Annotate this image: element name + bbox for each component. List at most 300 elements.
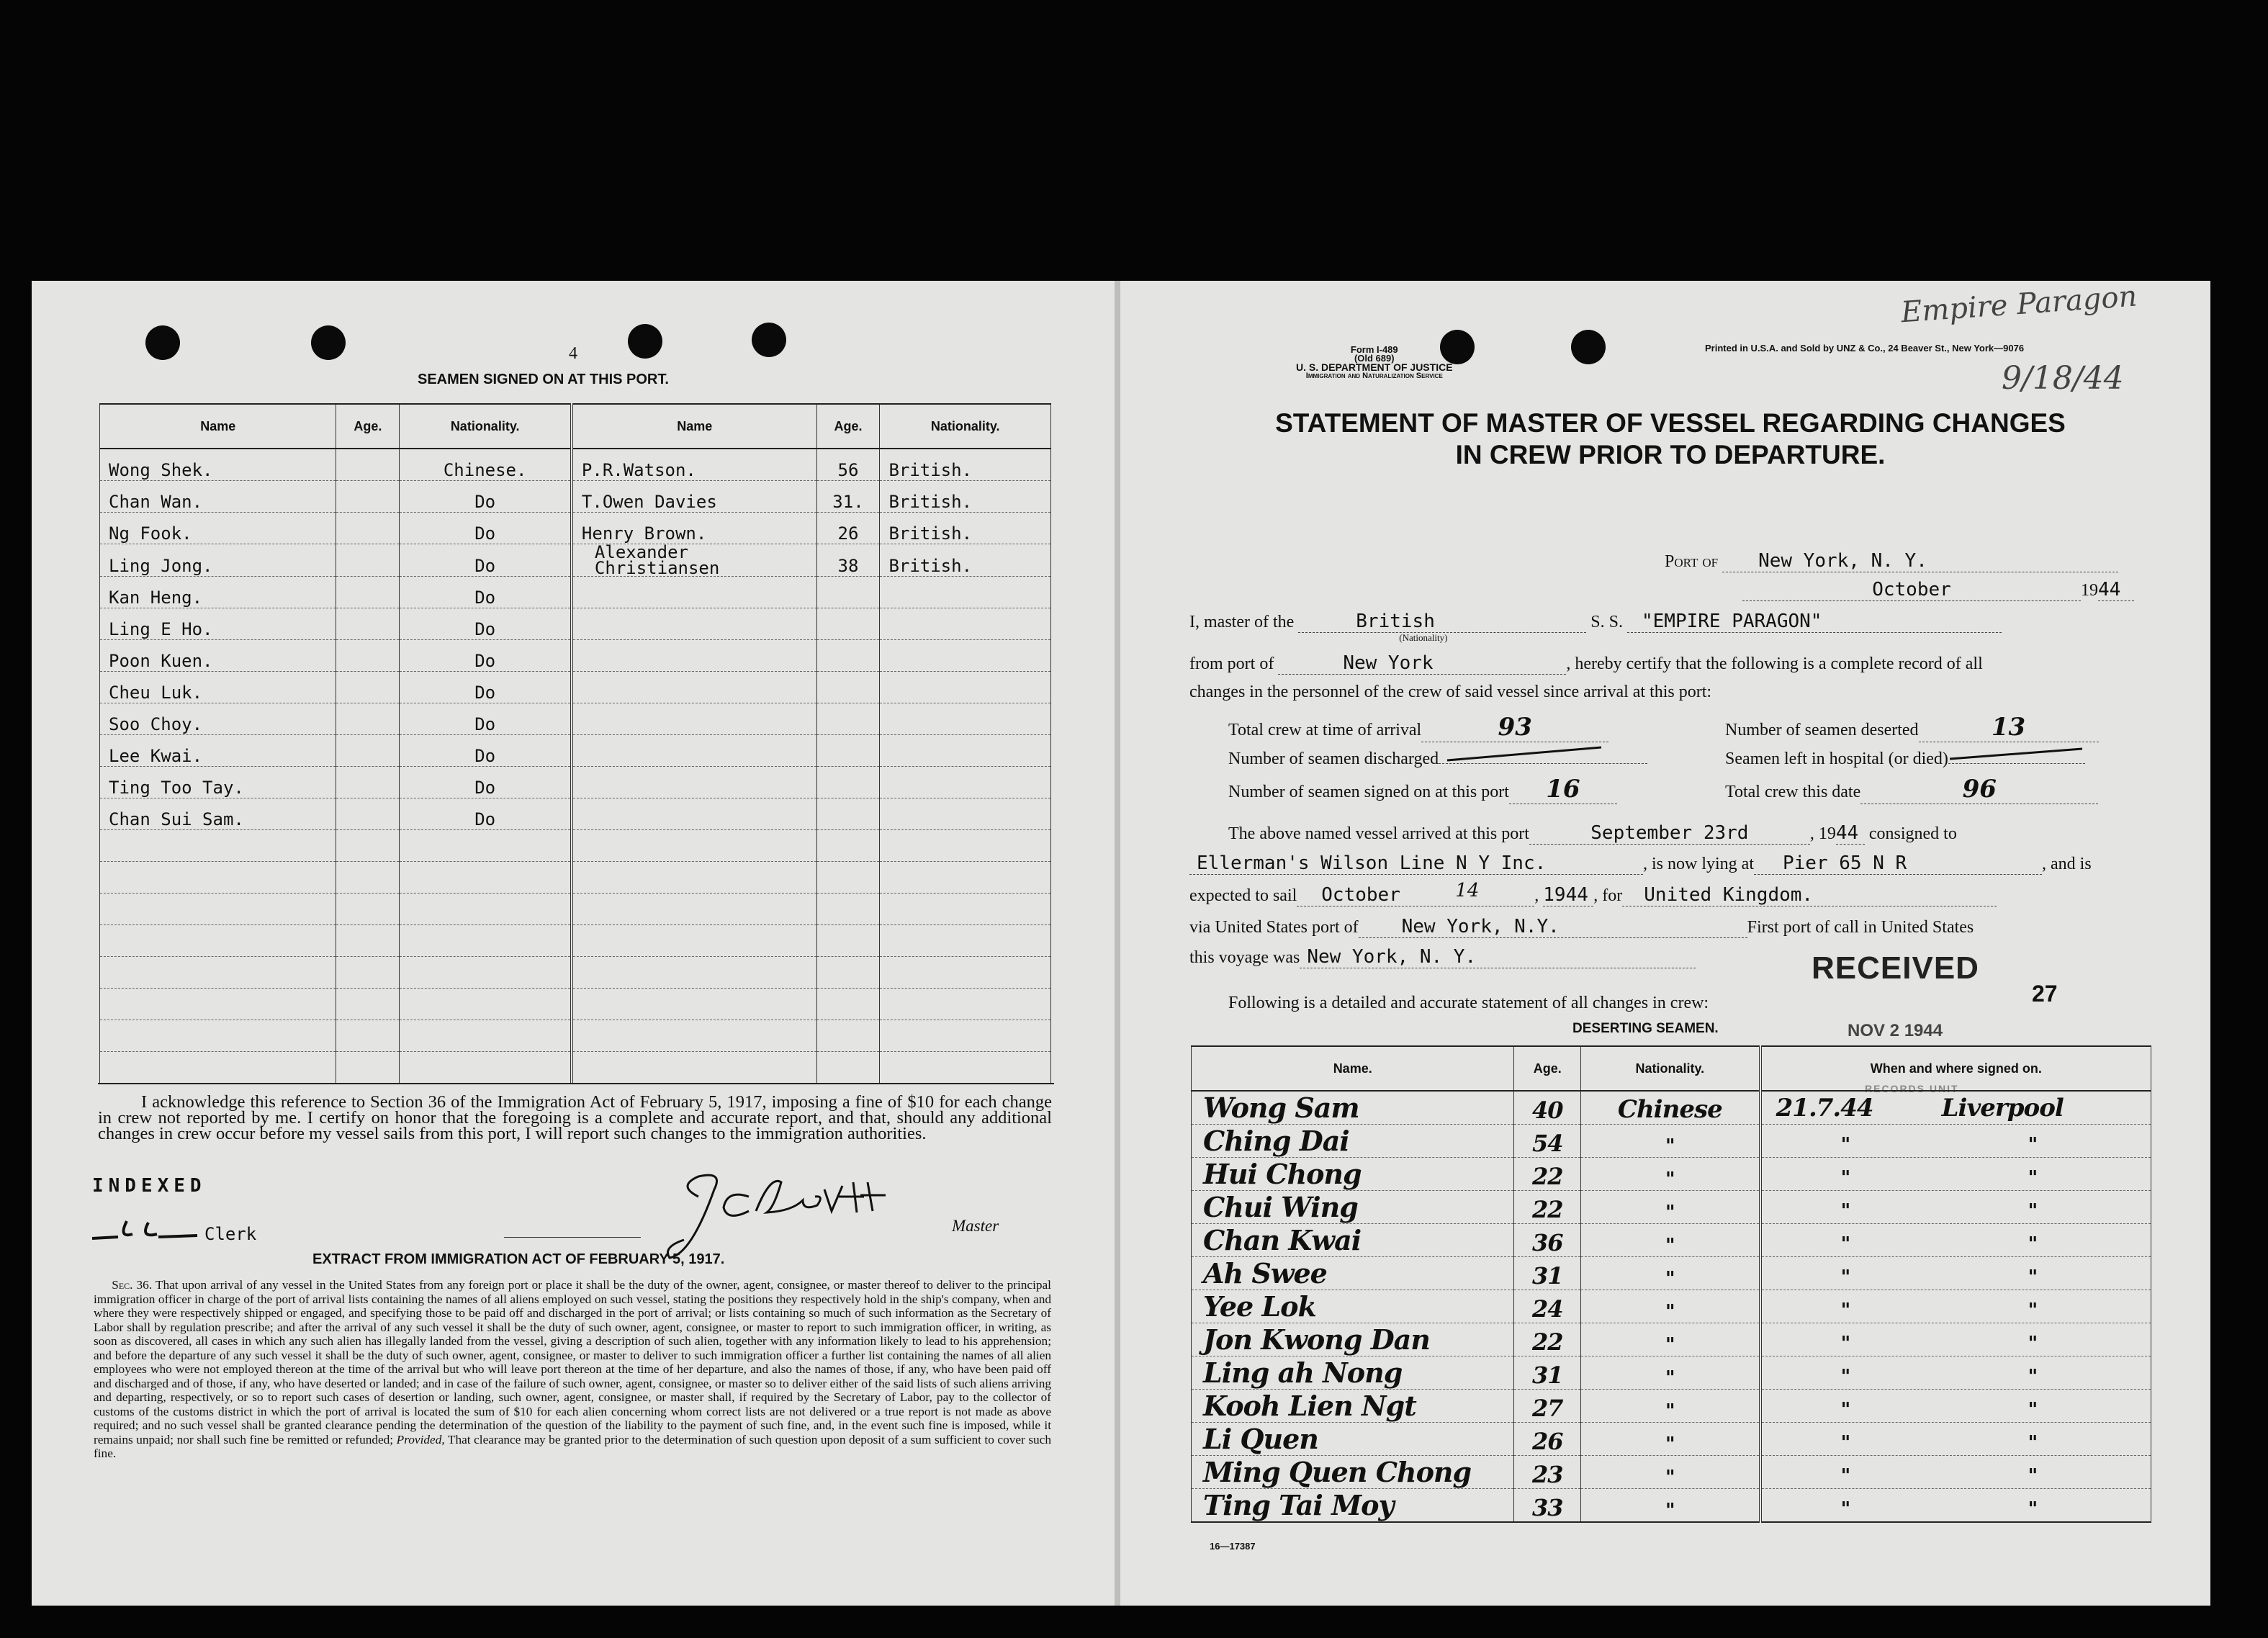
- left-page-title: SEAMEN SIGNED ON AT THIS PORT.: [418, 372, 669, 387]
- rule: [98, 1083, 1054, 1084]
- table-row: [100, 989, 1051, 1020]
- left-age-cell: [336, 640, 400, 672]
- punch-hole: [752, 323, 786, 357]
- left-age-cell: [336, 449, 400, 481]
- table-row: [1192, 1456, 2151, 1489]
- left-name-cell: [100, 862, 336, 894]
- left-nationality-cell: [400, 989, 572, 1020]
- from-port-line: [1189, 652, 1983, 675]
- first-port-label: First port of call in United States: [1747, 918, 1974, 937]
- table-row: [100, 894, 1051, 925]
- left-age-cell: [336, 925, 400, 957]
- left-nationality-cell: British.: [880, 544, 1051, 577]
- total-date-label: Total crew this date: [1725, 783, 1861, 801]
- col-age: Age.: [336, 404, 400, 449]
- left-name-cell: Wong Shek.: [100, 449, 336, 481]
- deserter-nationality: ": [1581, 1191, 1760, 1224]
- date-line: [1742, 579, 2134, 601]
- signed-place: ": [2028, 1266, 2038, 1288]
- left-name-cell: [100, 925, 336, 957]
- left-name-cell: Ting Too Tay.: [100, 767, 336, 798]
- deserter-nationality: ": [1581, 1323, 1760, 1356]
- corner-note-date: 9/18/44: [2002, 360, 2124, 397]
- extract-text: [94, 1278, 1051, 1461]
- left-name-cell: [572, 1052, 816, 1084]
- via-label: via United States port of: [1189, 918, 1359, 937]
- left-name-cell: [572, 894, 816, 925]
- table-row: [1192, 1191, 2151, 1224]
- signed-date: ": [1840, 1399, 1850, 1421]
- received-date: NOV 2 1944: [1848, 1021, 1943, 1040]
- table-row: [1192, 1125, 2151, 1158]
- table-row: [100, 830, 1051, 862]
- col-name: Name.: [1192, 1046, 1514, 1091]
- punch-hole: [311, 325, 346, 360]
- left-age-cell: [336, 544, 400, 577]
- consignee-value: Ellerman's Wilson Line N Y Inc.: [1189, 852, 1643, 875]
- signed-place: ": [2028, 1366, 2038, 1387]
- left-nationality-cell: British.: [880, 449, 1051, 481]
- left-age-cell: [816, 672, 880, 703]
- left-nationality-cell: [880, 894, 1051, 925]
- left-nationality-cell: [880, 862, 1051, 894]
- page-number: 4: [569, 344, 577, 363]
- deserter-name: Ah Swee: [1192, 1257, 1514, 1290]
- port-value: New York, N. Y.: [1722, 550, 2118, 572]
- left-nationality-cell: Do: [400, 798, 572, 830]
- deserter-name: Li Quen: [1192, 1423, 1514, 1456]
- deserter-nationality: ": [1581, 1158, 1760, 1191]
- hospital-line: [1725, 744, 2085, 769]
- deserted-value: 13: [1919, 713, 2099, 742]
- sail-line: expected to sail October 14 , 1944 , for United Kingdom.: [1189, 884, 1997, 906]
- left-name-cell: [572, 672, 816, 703]
- left-name-cell: P.R.Watson.: [572, 449, 816, 481]
- certify-text: , hereby certify that the following is a complete record of all: [1566, 654, 1983, 673]
- master-label: Master: [952, 1217, 999, 1235]
- left-age-cell: [816, 735, 880, 767]
- deserter-age: 40: [1514, 1091, 1581, 1125]
- signed-date: ": [1840, 1366, 1850, 1387]
- col-signed: When and where signed on.: [1760, 1046, 2151, 1091]
- deserter-age: 22: [1514, 1158, 1581, 1191]
- table-row: [100, 577, 1051, 608]
- left-nationality-cell: [880, 830, 1051, 862]
- master-line: [1189, 611, 2002, 643]
- left-age-cell: [336, 1020, 400, 1052]
- left-name-cell: [100, 1020, 336, 1052]
- clerk-signature: [89, 1217, 200, 1244]
- signed-place: ": [2028, 1233, 2038, 1255]
- department: U. S. DEPARTMENT OF JUSTICE: [1296, 361, 1453, 373]
- and-is-label: , and is: [2042, 855, 2092, 873]
- signed-place: ": [2028, 1134, 2038, 1156]
- rule: [504, 1237, 641, 1238]
- total-arrival-value: 93: [1421, 713, 1608, 742]
- corner-note-vessel: Empire Paragon: [1899, 279, 2138, 330]
- table-row: [1192, 1257, 2151, 1290]
- left-name-cell: [572, 957, 816, 989]
- deserter-signed-on: [1760, 1191, 2151, 1224]
- left-age-cell: [816, 577, 880, 608]
- left-name-cell: [572, 989, 816, 1020]
- records-unit-stamp: RECORDS UNIT: [1865, 1083, 1959, 1094]
- table-row: [1192, 1356, 2151, 1390]
- deserter-name: Chan Kwai: [1192, 1224, 1514, 1257]
- left-name-cell: [572, 767, 816, 798]
- left-name-cell: Ling Jong.: [100, 544, 336, 577]
- signed-place: ": [2028, 1465, 2038, 1487]
- left-age-cell: [336, 703, 400, 735]
- left-age-cell: [336, 798, 400, 830]
- table-row: [1192, 1390, 2151, 1423]
- table-row: [100, 925, 1051, 957]
- left-age-cell: [336, 957, 400, 989]
- table-row: [100, 544, 1051, 577]
- extract-title: EXTRACT FROM IMMIGRATION ACT OF FEBRUARY 5, 1917.: [312, 1251, 725, 1267]
- left-name-cell: [572, 608, 816, 640]
- left-nationality-cell: Do: [400, 577, 572, 608]
- deserter-age: 31: [1514, 1257, 1581, 1290]
- col-nationality: Nationality.: [880, 404, 1051, 449]
- nationality-value: [1298, 611, 1586, 643]
- extract-tail: That clearance may be granted prior to the determination of such question upon deposit of a sum sufficient to cover such fine.: [94, 1432, 1051, 1460]
- left-name-cell: [572, 1020, 816, 1052]
- received-number: 27: [2032, 981, 2058, 1007]
- table-row: [1192, 1489, 2151, 1523]
- form-title: [1188, 408, 2153, 471]
- deserter-nationality: ": [1581, 1390, 1760, 1423]
- left-name-cell: [100, 957, 336, 989]
- deserter-name: Yee Lok: [1192, 1290, 1514, 1323]
- left-name-cell: [572, 798, 816, 830]
- deserter-signed-on: [1760, 1423, 2151, 1456]
- table-row: [1192, 1423, 2151, 1456]
- port-label: Port of: [1665, 552, 1719, 571]
- left-name-cell: Alexander Christiansen: [572, 544, 816, 577]
- month-value: October: [1742, 579, 2081, 601]
- master-of-label: I, master of the: [1189, 613, 1295, 631]
- printer-note: Printed in U.S.A. and Sold by UNZ & Co., 24 Beaver St., New York—9076: [1705, 343, 2025, 354]
- left-age-cell: [816, 830, 880, 862]
- discharged-value: [1439, 744, 1647, 764]
- table-row: [100, 608, 1051, 640]
- signed-date: ": [1840, 1167, 1850, 1189]
- left-age-cell: [816, 767, 880, 798]
- left-nationality-cell: Do: [400, 703, 572, 735]
- title-line-1: STATEMENT OF MASTER OF VESSEL REGARDING CHANGES: [1275, 408, 2066, 438]
- signed-on-table: [99, 403, 1051, 1084]
- table-row: [100, 640, 1051, 672]
- changes-line: changes in the personnel of the crew of said vessel since arrival at this port:: [1189, 683, 1712, 701]
- consigned-label: consigned to: [1868, 824, 1957, 843]
- table-row: [100, 798, 1051, 830]
- left-age-cell: [336, 989, 400, 1020]
- punch-hole: [628, 324, 662, 359]
- deserter-age: 24: [1514, 1290, 1581, 1323]
- signed-date: 21.7.44: [1776, 1094, 1873, 1122]
- left-name-cell: Lee Kwai.: [100, 735, 336, 767]
- left-nationality-cell: British.: [880, 481, 1051, 513]
- year-value: 44: [2098, 579, 2134, 601]
- deserter-name: Chui Wing: [1192, 1191, 1514, 1224]
- left-age-cell: 56: [816, 449, 880, 481]
- left-name-cell: Poon Kuen.: [100, 640, 336, 672]
- left-name-cell: [572, 735, 816, 767]
- deserting-table: [1191, 1045, 2151, 1523]
- left-name-cell: Kan Heng.: [100, 577, 336, 608]
- left-nationality-cell: Do: [400, 481, 572, 513]
- deserter-signed-on: [1760, 1224, 2151, 1257]
- deserter-signed-on: [1760, 1091, 2151, 1125]
- signed-place: ": [2028, 1300, 2038, 1321]
- first-port-value: New York, N. Y.: [1300, 946, 1696, 968]
- deserter-name: Ching Dai: [1192, 1125, 1514, 1158]
- via-line: [1189, 916, 1974, 938]
- extract-lead: Sec. 36.: [112, 1278, 153, 1292]
- left-age-cell: [336, 862, 400, 894]
- arrived-year: 44: [1836, 822, 1865, 845]
- signed-place: ": [2028, 1399, 2038, 1421]
- signed-date: ": [1840, 1200, 1850, 1222]
- deserter-age: 22: [1514, 1191, 1581, 1224]
- table-row: [100, 513, 1051, 544]
- sail-day: 14: [1455, 880, 1480, 901]
- deserter-name: Ling ah Nong: [1192, 1356, 1514, 1390]
- col-age: Age.: [816, 404, 880, 449]
- deserter-signed-on: [1760, 1125, 2151, 1158]
- left-name-cell: Soo Choy.: [100, 703, 336, 735]
- signed-date: ": [1840, 1134, 1850, 1156]
- left-nationality-cell: [880, 703, 1051, 735]
- table-row: [100, 481, 1051, 513]
- deserter-signed-on: [1760, 1456, 2151, 1489]
- signed-date: ": [1840, 1333, 1850, 1354]
- deserter-signed-on: [1760, 1356, 2151, 1390]
- deserter-age: 22: [1514, 1323, 1581, 1356]
- deserter-signed-on: [1760, 1257, 2151, 1290]
- indexed-stamp: INDEXED: [92, 1175, 207, 1197]
- nationality-typed: British: [1356, 611, 1435, 632]
- table-row: [100, 862, 1051, 894]
- left-nationality-cell: Do: [400, 767, 572, 798]
- left-name-cell: [572, 703, 816, 735]
- left-name-cell: [572, 577, 816, 608]
- deserter-nationality: ": [1581, 1290, 1760, 1323]
- deserter-age: 31: [1514, 1356, 1581, 1390]
- left-age-cell: [816, 957, 880, 989]
- signed-on-value: 16: [1509, 775, 1617, 804]
- acknowledgement-text: I acknowledge this reference to Section 36 of the Immigration Act of February 5, 1917, imposing a fine of $10 for each change in crew not reported by me. I certify on honor that the foregoing is a complete and accurate report, and that, should any additional changes in crew occur before my vessel sails from this port, I will report such changes to the immigration authorities.: [98, 1092, 1052, 1143]
- deserter-age: 33: [1514, 1489, 1581, 1523]
- left-age-cell: [816, 894, 880, 925]
- hospital-value: [1948, 744, 2085, 764]
- total-arrival-label: Total crew at time of arrival: [1228, 721, 1422, 739]
- sail-date: [1297, 880, 1534, 906]
- deserter-signed-on: [1760, 1489, 2151, 1523]
- left-name-cell: [572, 830, 816, 862]
- deserter-age: 26: [1514, 1423, 1581, 1456]
- deserter-signed-on: [1760, 1290, 2151, 1323]
- form-id-block: [1296, 346, 1453, 380]
- deserter-nationality: ": [1581, 1423, 1760, 1456]
- signed-place: ": [2028, 1333, 2038, 1354]
- signed-on-label: Number of seamen signed on at this port: [1228, 783, 1509, 801]
- left-age-cell: [336, 672, 400, 703]
- table-row: [1192, 1224, 2151, 1257]
- signed-date: ": [1840, 1498, 1850, 1520]
- for-label: , for: [1593, 886, 1623, 905]
- title-line-2: IN CREW PRIOR TO DEPARTURE.: [1455, 440, 1886, 469]
- deserter-nationality: ": [1581, 1356, 1760, 1390]
- col-name: Name: [572, 404, 816, 449]
- left-nationality-cell: [880, 608, 1051, 640]
- left-age-cell: 31.: [816, 481, 880, 513]
- signed-place: ": [2028, 1498, 2038, 1520]
- signed-place: ": [2028, 1432, 2038, 1454]
- deserter-name: Hui Chong: [1192, 1158, 1514, 1191]
- left-name-cell: Henry Brown.: [572, 513, 816, 544]
- left-nationality-cell: [400, 925, 572, 957]
- extract-proviso: Provided,: [396, 1432, 445, 1446]
- via-value: New York, N.Y.: [1359, 916, 1747, 938]
- left-name-cell: [100, 1052, 336, 1084]
- vessel-name: "EMPIRE PARAGON": [1627, 611, 2002, 633]
- left-nationality-cell: Chinese.: [400, 449, 572, 481]
- voyage-label: this voyage was: [1189, 948, 1300, 967]
- left-age-cell: [336, 767, 400, 798]
- deserter-name: Wong Sam: [1192, 1091, 1514, 1125]
- left-name-cell: T.Owen Davies: [572, 481, 816, 513]
- left-nationality-cell: [880, 577, 1051, 608]
- table-row: [100, 1052, 1051, 1084]
- left-age-cell: [816, 925, 880, 957]
- signed-date: ": [1840, 1233, 1850, 1255]
- signed-place: Liverpool: [1941, 1094, 2064, 1122]
- left-nationality-cell: [400, 957, 572, 989]
- discharged-label: Number of seamen discharged: [1228, 750, 1439, 768]
- left-nationality-cell: Do: [400, 544, 572, 577]
- deserter-nationality: ": [1581, 1257, 1760, 1290]
- footer-code: 16—17387: [1210, 1541, 1256, 1552]
- col-nationality: Nationality.: [1581, 1046, 1760, 1091]
- deserting-title: DESERTING SEAMEN.: [1572, 1021, 1719, 1036]
- left-nationality-cell: [400, 894, 572, 925]
- deserted-label: Number of seamen deserted: [1725, 721, 1919, 739]
- left-nationality-cell: [880, 1020, 1051, 1052]
- deserter-age: 27: [1514, 1390, 1581, 1423]
- signed-date: ": [1840, 1266, 1850, 1288]
- left-nationality-cell: [880, 798, 1051, 830]
- master-signature: [648, 1168, 907, 1261]
- left-name-cell: [572, 640, 816, 672]
- destination-value: United Kingdom.: [1622, 884, 1997, 906]
- left-age-cell: 38: [816, 544, 880, 577]
- deserter-name: Ting Tai Moy: [1192, 1489, 1514, 1523]
- deserter-signed-on: [1760, 1158, 2151, 1191]
- left-age-cell: [336, 513, 400, 544]
- deserter-signed-on: [1760, 1323, 2151, 1356]
- left-nationality-cell: Do: [400, 513, 572, 544]
- discharged-line: [1228, 744, 1647, 769]
- left-name-cell: Ng Fook.: [100, 513, 336, 544]
- table-row: [1192, 1323, 2151, 1356]
- left-name-cell: [100, 830, 336, 862]
- left-age-cell: 26: [816, 513, 880, 544]
- table-row: [100, 672, 1051, 703]
- table-row: [100, 703, 1051, 735]
- left-name-cell: [572, 862, 816, 894]
- form-number: Form I-489: [1350, 344, 1398, 355]
- deserter-signed-on: [1760, 1390, 2151, 1423]
- left-age-cell: [816, 862, 880, 894]
- deserter-nationality: ": [1581, 1224, 1760, 1257]
- left-name-cell: Ling E Ho.: [100, 608, 336, 640]
- ss-label: S. S.: [1590, 613, 1623, 631]
- left-nationality-cell: [400, 862, 572, 894]
- left-age-cell: [336, 577, 400, 608]
- left-age-cell: [816, 1052, 880, 1084]
- table-row: [100, 449, 1051, 481]
- signed-date: ": [1840, 1465, 1850, 1487]
- deserter-name: Jon Kwong Dan: [1192, 1323, 1514, 1356]
- left-age-cell: [816, 703, 880, 735]
- left-name-cell: [100, 894, 336, 925]
- left-nationality-cell: [880, 735, 1051, 767]
- table-row: [100, 1020, 1051, 1052]
- received-stamp: RECEIVED: [1812, 950, 1979, 986]
- left-age-cell: [336, 735, 400, 767]
- left-nationality-cell: Do: [400, 735, 572, 767]
- deserter-nationality: ": [1581, 1125, 1760, 1158]
- table-row: [100, 957, 1051, 989]
- left-name-cell: [100, 989, 336, 1020]
- signed-date: ": [1840, 1432, 1850, 1454]
- left-name-cell: Chan Sui Sam.: [100, 798, 336, 830]
- expected-label: expected to sail: [1189, 886, 1297, 905]
- sail-month: October: [1321, 884, 1400, 906]
- port-line: [1665, 550, 2118, 572]
- left-nationality-cell: [400, 1020, 572, 1052]
- left-age-cell: [336, 608, 400, 640]
- left-age-cell: [816, 989, 880, 1020]
- total-date-value: 96: [1860, 775, 2098, 804]
- lying-label: , is now lying at: [1643, 855, 1754, 873]
- left-age-cell: [816, 608, 880, 640]
- following-line: Following is a detailed and accurate statement of all changes in crew:: [1228, 994, 1709, 1012]
- left-age-cell: [336, 481, 400, 513]
- deserter-age: 54: [1514, 1125, 1581, 1158]
- pier-value: Pier 65 N R: [1754, 852, 2042, 875]
- left-nationality-cell: [400, 830, 572, 862]
- left-nationality-cell: [880, 989, 1051, 1020]
- form-old-number: (Old 689): [1354, 353, 1395, 364]
- year-prefix: 19: [1818, 824, 1836, 843]
- left-age-cell: [816, 640, 880, 672]
- col-age: Age.: [1514, 1046, 1581, 1091]
- from-port-value: New York: [1278, 652, 1566, 675]
- deserter-age: 23: [1514, 1456, 1581, 1489]
- col-name: Name: [100, 404, 336, 449]
- left-nationality-cell: [880, 672, 1051, 703]
- left-nationality-cell: Do: [400, 640, 572, 672]
- punch-hole: [1571, 330, 1606, 364]
- signed-place: ": [2028, 1200, 2038, 1222]
- table-row: [1192, 1158, 2151, 1191]
- left-nationality-cell: Do: [400, 608, 572, 640]
- signed-place: ": [2028, 1167, 2038, 1189]
- hospital-label: Seamen left in hospital (or died): [1725, 750, 1948, 768]
